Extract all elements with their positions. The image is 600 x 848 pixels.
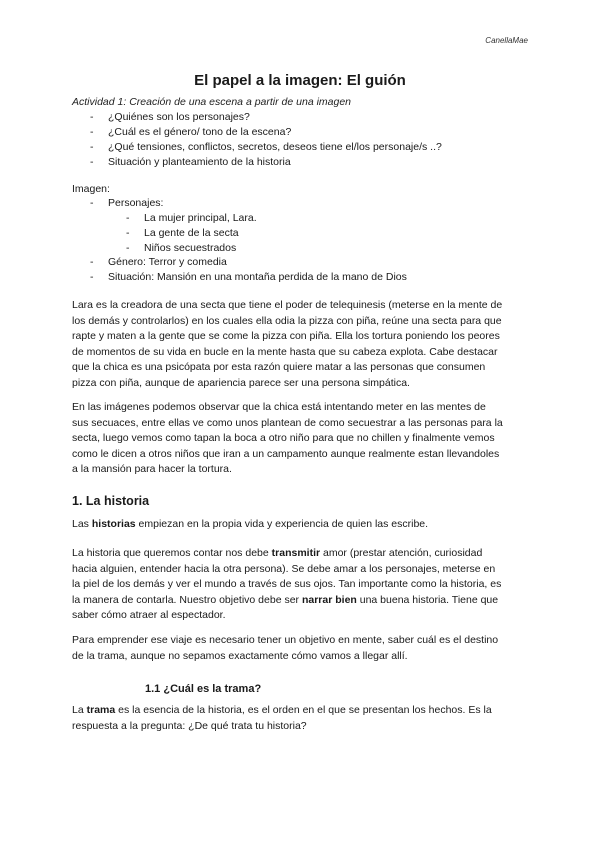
- genre-situation-list: [90, 255, 407, 285]
- historia-paragraph-3: Para emprender ese viaje es necesario tener un objetivo en mente, saber cuál es el destino de la trama, aunque no sepamos exactamente cómo vamos a llegar allí.: [72, 634, 499, 662]
- list-item: - Niños secuestrados: [126, 242, 237, 254]
- story-paragraph-1: Lara es la creadora de una secta que tiene el poder de telequinesis (meterse en la mente de los demás y controlarlos) en los cuales ella odia la pizza con piña, reúne una secta para que rapte y maten a la gente que se come la pizza con piña. Ella los tortura poniendo los peores de momentos de su vida en bucle en la mente hasta que su cabeza explota. Cabe destacar que la chica es una psicópata por esta razón quiere matar a las personas que consumen pizza con piña, aunque de apariencia parece ser una persona simpática.: [72, 299, 503, 389]
- historia-paragraph-1: Las historias empiezan en la propia vida y experiencia de quien las escribe.: [72, 518, 429, 530]
- activity-questions-list: [90, 110, 442, 170]
- list-item: - Situación y planteamiento de la historia: [90, 156, 291, 168]
- activity-subtitle: Actividad 1: Creación de una escena a partir de una imagen: [72, 96, 352, 108]
- image-details-list: [90, 196, 164, 211]
- list-item: - Género: Terror y comedia: [90, 256, 227, 268]
- list-item: - Situación: Mansión en una montaña perdida de la mano de Dios: [90, 271, 407, 283]
- characters-list: [126, 211, 257, 256]
- author-header: CanellaMae: [485, 36, 528, 45]
- story-paragraph-2: En las imágenes podemos observar que la chica está intentando meter en las mentes de sus secuaces, entre ellas ve como unos plantean de como secuestrar a las personas para la secta, luego vemos como tapan la boca a otro niño para que no chillen y finalmente vemos como le dicen a otros niños que iran a un campamento aunque realmente estan llevandoles a la mansión para hacer la tortura.: [72, 401, 503, 475]
- image-heading: Imagen:: [72, 183, 110, 195]
- page-title: El papel a la imagen: El guión: [194, 72, 406, 89]
- list-item: - La gente de la secta: [126, 227, 239, 239]
- section-heading-historia: 1. La historia: [72, 494, 150, 508]
- subsection-heading-trama: 1.1 ¿Cuál es la trama?: [145, 683, 262, 695]
- list-item: - Personajes:: [90, 197, 164, 209]
- list-item: - ¿Quiénes son los personajes?: [90, 111, 250, 123]
- list-item: - ¿Qué tensiones, conflictos, secretos, deseos tiene el/los personaje/s ..?: [90, 141, 442, 153]
- historia-paragraph-2: La historia que queremos contar nos debe transmitir amor (prestar atención, curiosidad hacia alguien, entender hacia la otra persona). Se debe amar a los personajes, meterse en la piel de los demás y ver el mundo a través de sus ojos. Tan importante como la historia, es la manera de contarla. Nuestro objetivo debe ser narrar bien una buena historia. Tiene que saber cómo atraer al espectador.: [72, 547, 502, 621]
- list-item: - La mujer principal, Lara.: [126, 212, 257, 224]
- trama-paragraph: La trama es la esencia de la historia, es el orden en el que se presentan los hechos. Es la respuesta a la pregunta: ¿De qué trata tu historia?: [72, 704, 492, 732]
- list-item: - ¿Cuál es el género/ tono de la escena?: [90, 126, 292, 138]
